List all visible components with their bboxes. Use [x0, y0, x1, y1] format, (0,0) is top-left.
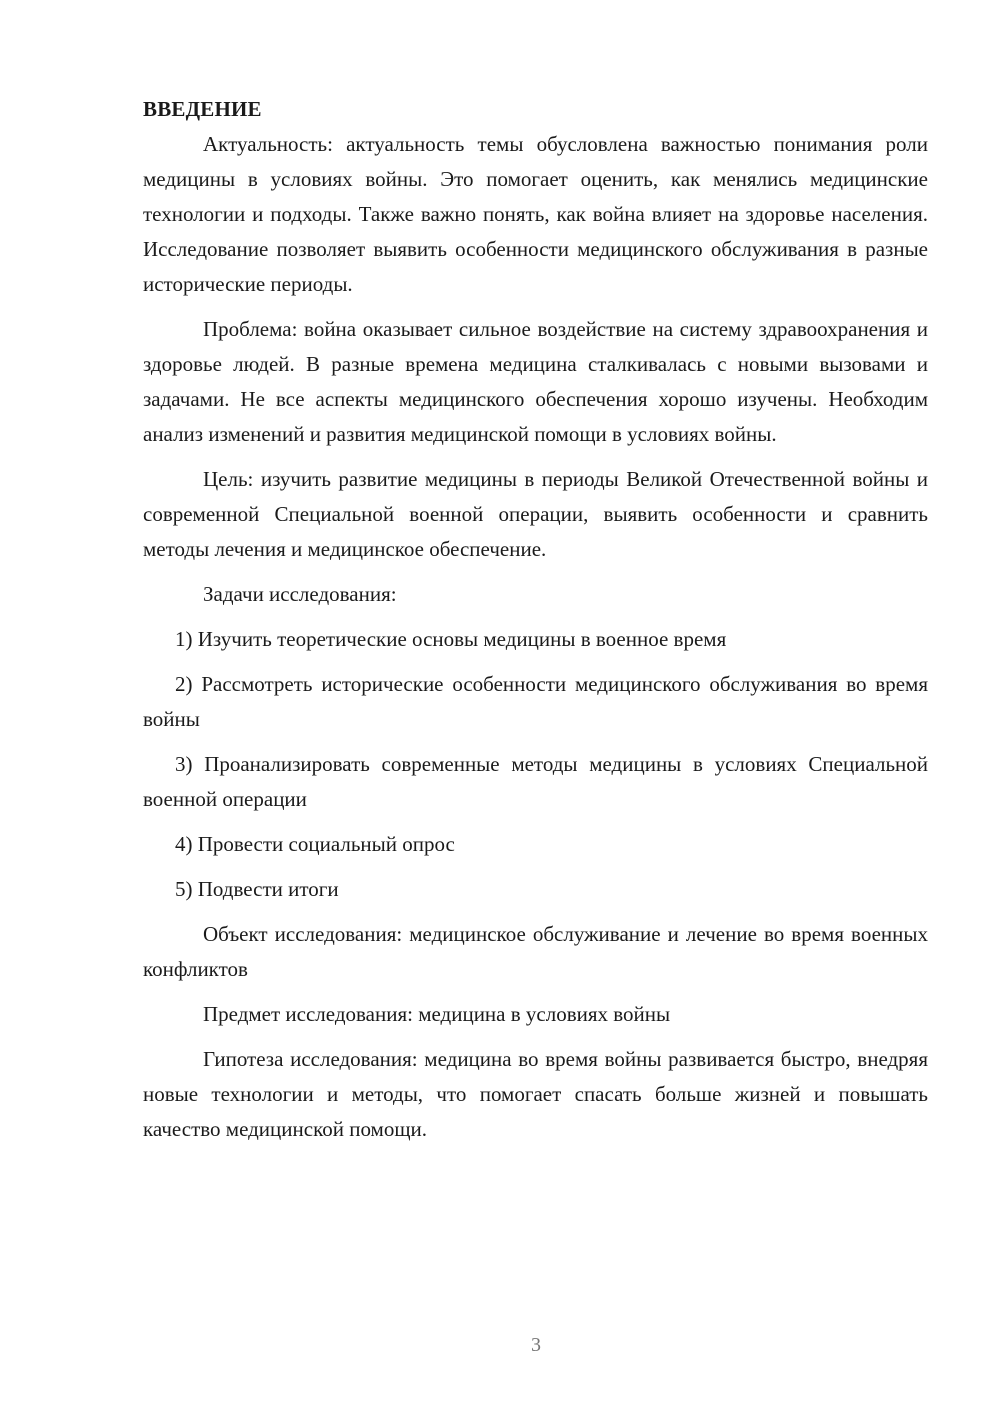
- goal-paragraph: Цель: изучить развитие медицины в периоды Великой Отечественной войны и современной Специальной военной операции, выявить особенности и сравнить методы лечения и медицинское обеспечение.: [143, 467, 928, 561]
- page-number: 3: [531, 1334, 541, 1356]
- object-paragraph: Объект исследования: медицинское обслуживание и лечение во время военных конфликтов: [143, 922, 928, 981]
- task-item: 5) Подвести итоги: [175, 877, 339, 901]
- tasks-list: [143, 622, 928, 907]
- relevance-paragraph: Актуальность: актуальность темы обусловлена важностью понимания роли медицины в условиях войны. Это помогает оценить, как менялись медицинские технологии и подходы. Также важно понять, как война влияет на здоровье населения. Исследование позволяет выявить особенности медицинского обслуживания в разные исторические периоды.: [143, 132, 928, 296]
- task-item: 1) Изучить теоретические основы медицины в военное время: [175, 627, 727, 651]
- task-item: 2) Рассмотреть исторические особенности медицинского обслуживания во время войны: [143, 672, 928, 731]
- problem-paragraph: Проблема: война оказывает сильное воздействие на систему здравоохранения и здоровье людей. В разные времена медицина сталкивалась с новыми вызовами и задачами. Не все аспекты медицинского обеспечения хорошо изучены. Необходим анализ изменений и развития медицинской помощи в условиях войны.: [143, 317, 928, 446]
- hypothesis-paragraph: Гипотеза исследования: медицина во время войны развивается быстро, внедряя новые технологии и методы, что помогает спасать больше жизней и повышать качество медицинской помощи.: [143, 1047, 928, 1141]
- tasks-heading: Задачи исследования:: [203, 582, 397, 606]
- task-item: 4) Провести социальный опрос: [175, 832, 455, 856]
- document-page: [143, 92, 928, 1157]
- subject-paragraph: Предмет исследования: медицина в условиях войны: [203, 1002, 671, 1026]
- section-title: ВВЕДЕНИЕ: [143, 97, 262, 121]
- task-item: 3) Проанализировать современные методы медицины в условиях Специальной военной операции: [143, 752, 928, 811]
